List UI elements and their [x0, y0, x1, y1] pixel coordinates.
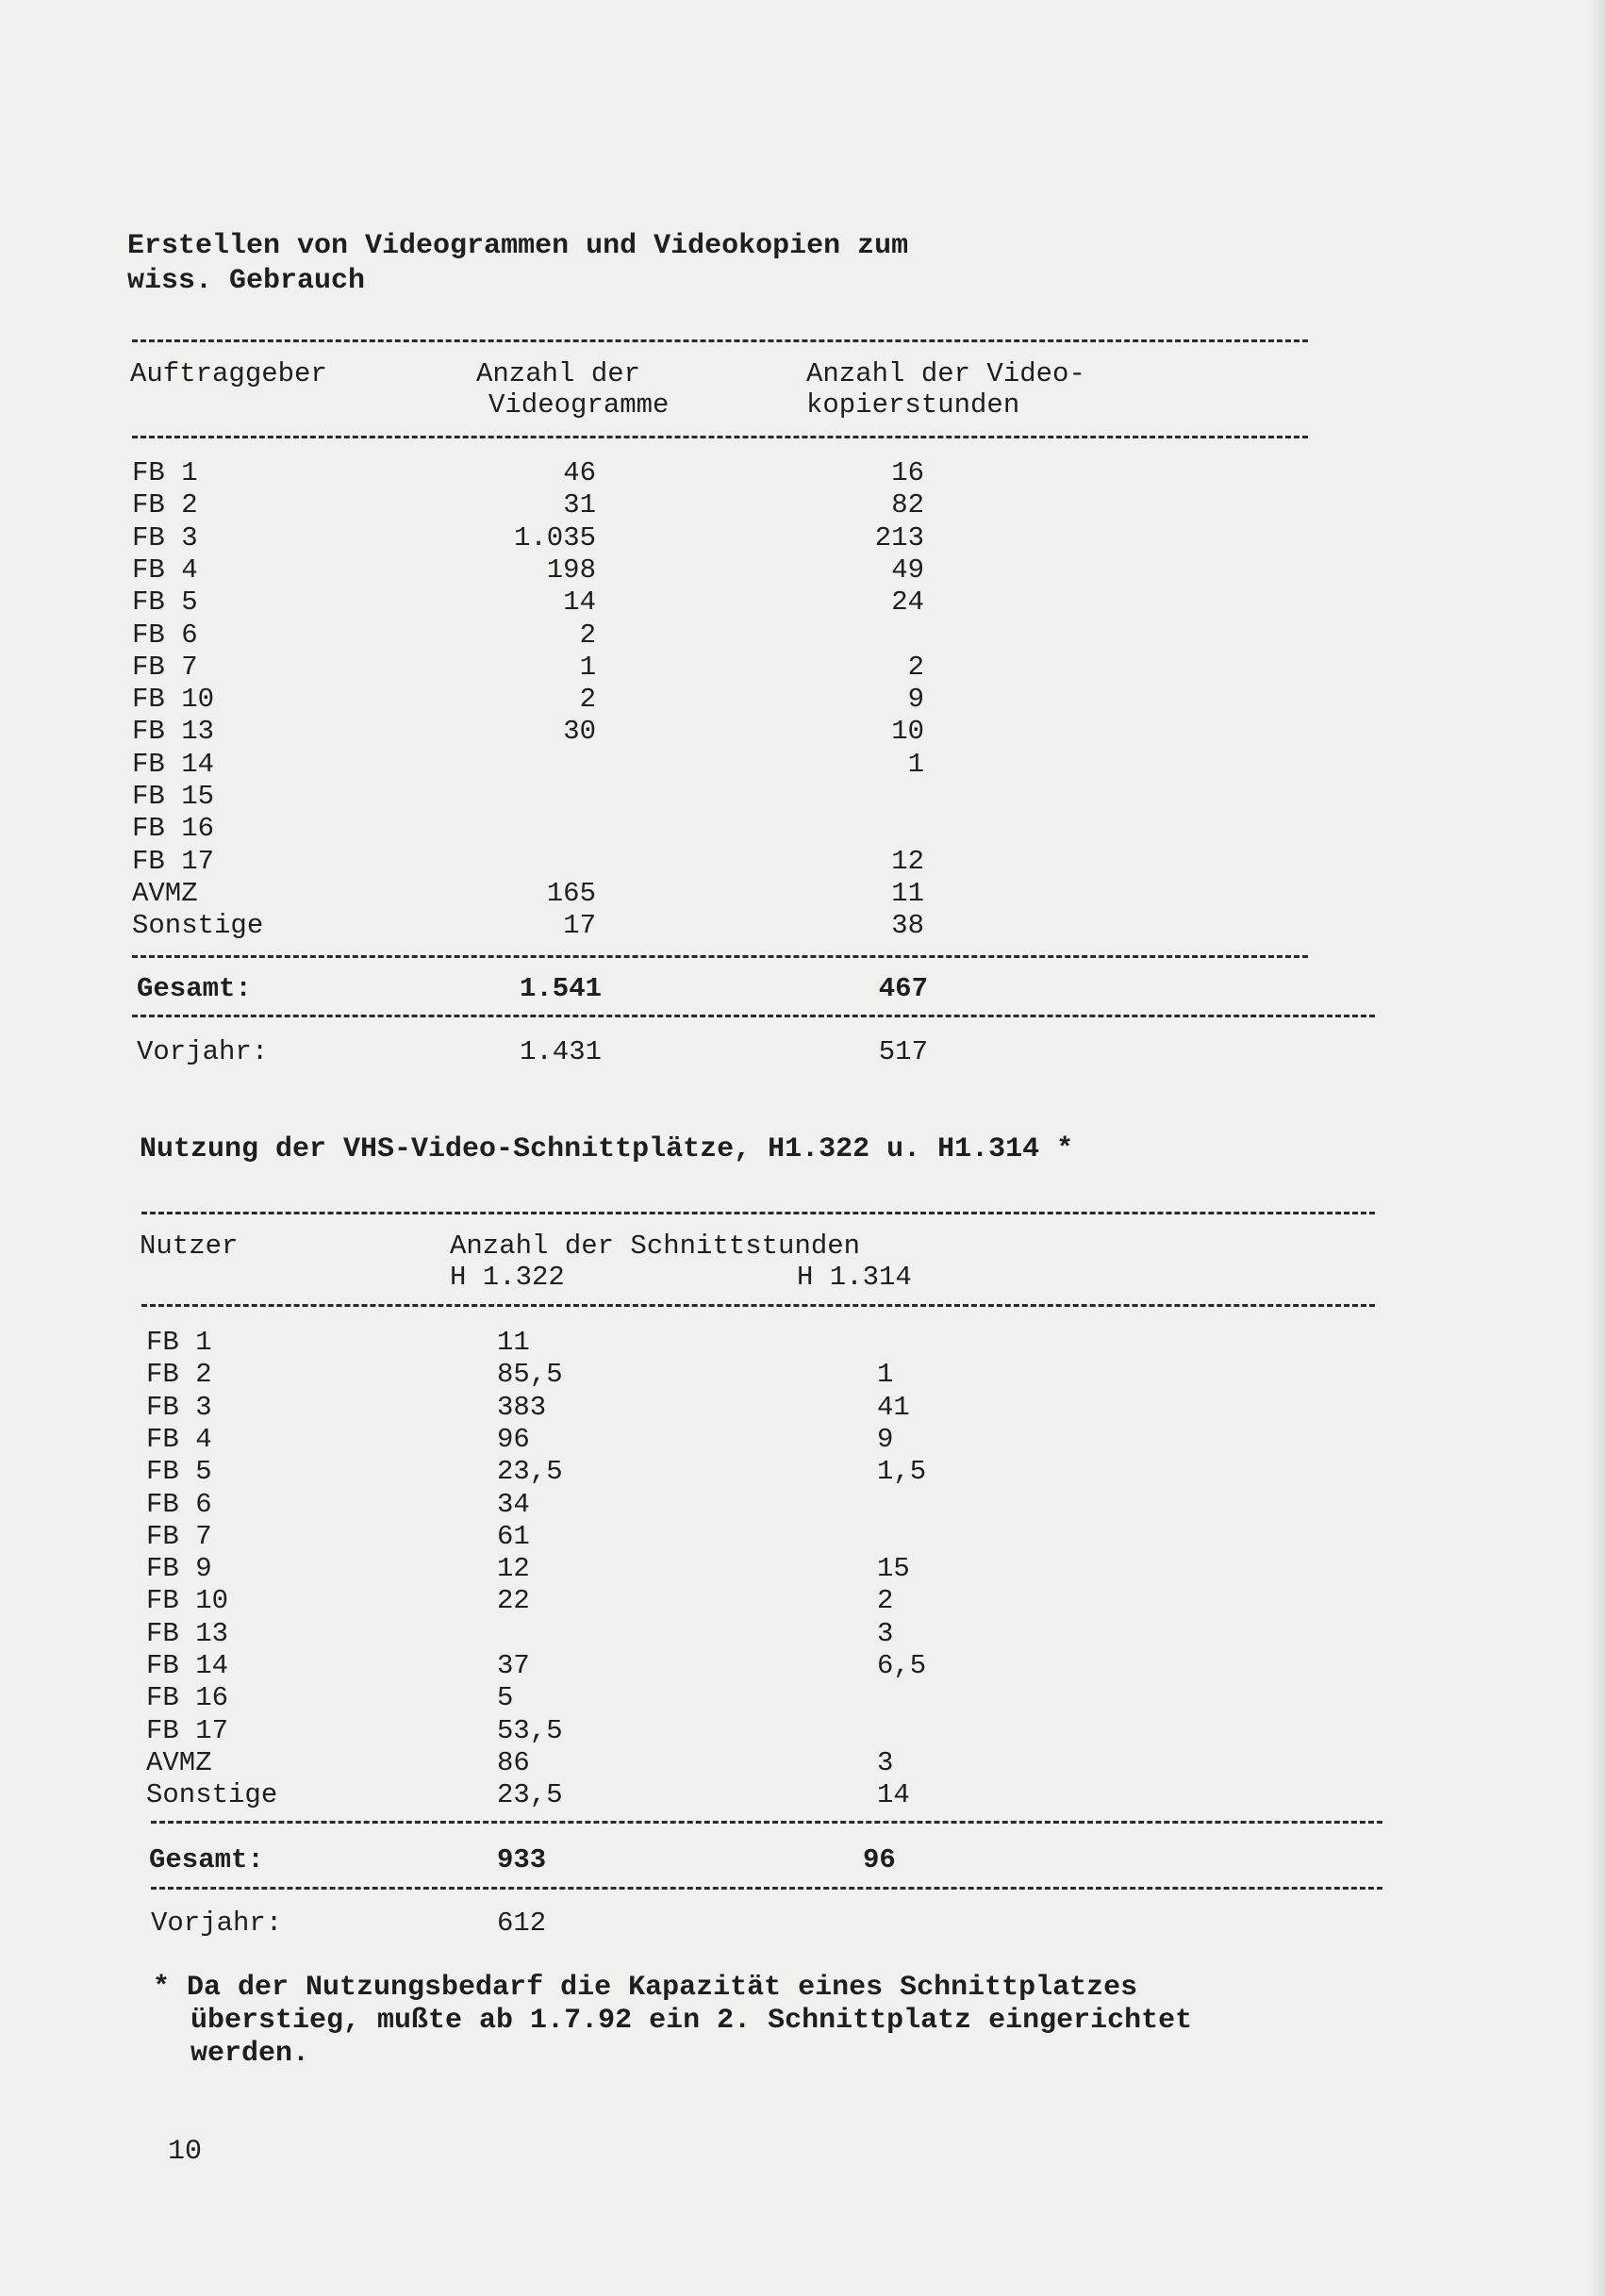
table-row-value-a: 12	[497, 1553, 530, 1585]
table-row-value-a: 165	[546, 877, 596, 909]
table-row-label: FB 17	[146, 1714, 229, 1746]
table-row-label: FB 10	[146, 1585, 229, 1617]
table1-header-col3-line1: Anzahl der Video-	[806, 358, 1085, 389]
table2-prev-label: Vorjahr:	[151, 1908, 283, 1939]
table-row-value-a: 2	[579, 619, 596, 651]
table-row-label: FB 13	[132, 716, 215, 748]
table-row-label: FB 1	[132, 457, 198, 488]
table-row-label: FB 9	[146, 1553, 212, 1585]
table-row-label: FB 10	[132, 684, 215, 716]
table-row-value-a: 23,5	[497, 1456, 563, 1488]
table-row-value-b: 3	[877, 1617, 894, 1649]
table1-header-col2-line2: Videogramme	[488, 389, 670, 421]
section2-title: Nutzung der VHS-Video-Schnittplätze, H1.322 u. H1.314 *	[140, 1133, 1074, 1165]
table-row-label: FB 5	[132, 586, 198, 619]
table-row-label: Sonstige	[146, 1779, 278, 1811]
table-row-value-b: 14	[877, 1779, 910, 1811]
table-row-label: FB 3	[132, 521, 198, 553]
table-row-value-b: 15	[877, 1553, 910, 1585]
table-row-value-b: 9	[907, 684, 924, 716]
table-row-value-a: 5	[497, 1682, 514, 1714]
table1-header-col2-line1: Anzahl der	[476, 358, 641, 389]
table-row-value-a: 30	[563, 716, 596, 748]
table-row-value-a: 14	[563, 586, 596, 619]
table-row-label: FB 16	[132, 813, 215, 845]
table-row-value-b: 9	[877, 1423, 894, 1455]
table-row-value-b: 2	[877, 1585, 894, 1617]
table-row-value-b: 10	[891, 716, 924, 748]
table-row-value-b: 2	[907, 651, 924, 683]
table-row-value-a: 53,5	[497, 1714, 563, 1746]
table-row-value-a: 22	[497, 1585, 530, 1617]
table-row-label: FB 7	[132, 651, 198, 683]
table2-header-col2: Anzahl der Schnittstunden	[450, 1231, 861, 1262]
table1-total-a: 1.541	[519, 973, 602, 1004]
divider	[151, 1887, 1382, 1890]
section1-title-line2: wiss. Gebrauch	[127, 265, 366, 297]
divider	[132, 339, 1308, 342]
table2-header-sub1: H 1.322	[450, 1262, 565, 1293]
table-row-value-b: 24	[891, 586, 924, 619]
footnote-line3: werden.	[190, 2038, 310, 2070]
divider	[151, 1821, 1382, 1824]
page-edge-shadow	[1588, 0, 1605, 2296]
page-number: 10	[168, 2136, 203, 2168]
table1-prev-b: 517	[878, 1036, 928, 1067]
table-row-label: FB 6	[132, 619, 198, 651]
table2-header-col1: Nutzer	[140, 1231, 239, 1262]
table-row-value-b: 3	[877, 1746, 894, 1778]
table2-header-sub2: H 1.314	[797, 1262, 912, 1293]
table-row-label: FB 14	[146, 1650, 229, 1681]
table-row-label: FB 7	[146, 1520, 212, 1552]
table-row-value-b: 16	[891, 457, 924, 488]
table-row-label: AVMZ	[132, 877, 198, 909]
table-row-label: FB 6	[146, 1488, 212, 1520]
table-row-value-a: 37	[497, 1650, 530, 1681]
table-row-value-a: 34	[497, 1488, 530, 1520]
table-row-value-a: 11	[497, 1327, 530, 1358]
table-row-value-a: 96	[497, 1423, 530, 1455]
table2-total-b: 96	[863, 1844, 896, 1875]
divider	[132, 436, 1308, 438]
table-row-label: FB 1	[146, 1327, 212, 1358]
table2-total-label: Gesamt:	[149, 1844, 264, 1875]
footnote-line1: * Da der Nutzungsbedarf die Kapazität eines Schnittplatzes	[153, 1972, 1138, 2004]
table-row-label: AVMZ	[146, 1746, 212, 1778]
table-row-label: FB 13	[146, 1617, 229, 1649]
section1-title-line1: Erstellen von Videogrammen und Videokopien zum	[127, 230, 909, 262]
table-row-label: FB 16	[146, 1682, 229, 1714]
table-row-value-b: 49	[891, 553, 924, 586]
table-row-value-a: 46	[563, 457, 596, 488]
table1-total-b: 467	[878, 973, 928, 1004]
table-row-value-b: 1	[907, 748, 924, 780]
table-row-value-b: 11	[891, 877, 924, 909]
table-row-value-a: 17	[563, 910, 596, 942]
table-row-value-a: 31	[563, 489, 596, 521]
table-row-value-a: 1.035	[513, 521, 596, 553]
table-row-label: FB 4	[132, 553, 198, 586]
table-row-value-a: 23,5	[497, 1779, 563, 1811]
table-row-value-b: 1,5	[877, 1456, 927, 1488]
table2-prev-a: 612	[497, 1908, 547, 1939]
table-row-value-b: 82	[891, 489, 924, 521]
table-row-label: FB 5	[146, 1456, 212, 1488]
table-row-value-a: 85,5	[497, 1359, 563, 1391]
divider	[132, 1015, 1375, 1017]
divider	[141, 1304, 1375, 1307]
table-row-value-a: 86	[497, 1746, 530, 1778]
footnote-line2: überstieg, mußte ab 1.7.92 ein 2. Schnittplatz eingerichtet	[190, 2005, 1193, 2037]
table-row-value-b: 12	[891, 845, 924, 877]
table-row-label: FB 14	[132, 748, 215, 780]
table1-total-label: Gesamt:	[137, 973, 252, 1004]
table-row-label: FB 2	[146, 1359, 212, 1391]
table-row-value-b: 38	[891, 910, 924, 942]
table-row-value-a: 2	[579, 684, 596, 716]
table1-prev-label: Vorjahr:	[137, 1036, 269, 1067]
table-row-value-b: 1	[877, 1359, 894, 1391]
table-row-value-b: 213	[874, 521, 924, 553]
table-row-label: FB 2	[132, 489, 198, 521]
divider	[141, 1212, 1375, 1214]
table-row-value-b: 41	[877, 1391, 910, 1423]
table-row-value-b: 6,5	[877, 1650, 927, 1681]
table-row-label: FB 3	[146, 1391, 212, 1423]
table-row-label: FB 15	[132, 781, 215, 812]
table-row-label: FB 17	[132, 845, 215, 877]
table-row-value-a: 1	[579, 651, 596, 683]
table1-header-col1: Auftraggeber	[130, 358, 327, 389]
table1-header-col3-line2: kopierstunden	[806, 389, 1020, 421]
table2-total-a: 933	[497, 1844, 547, 1875]
table-row-label: FB 4	[146, 1423, 212, 1455]
table-row-label: Sonstige	[132, 910, 264, 942]
table-row-value-a: 198	[546, 553, 596, 586]
divider	[132, 955, 1308, 958]
table1-prev-a: 1.431	[519, 1036, 602, 1067]
table-row-value-a: 383	[497, 1391, 547, 1423]
table-row-value-a: 61	[497, 1520, 530, 1552]
